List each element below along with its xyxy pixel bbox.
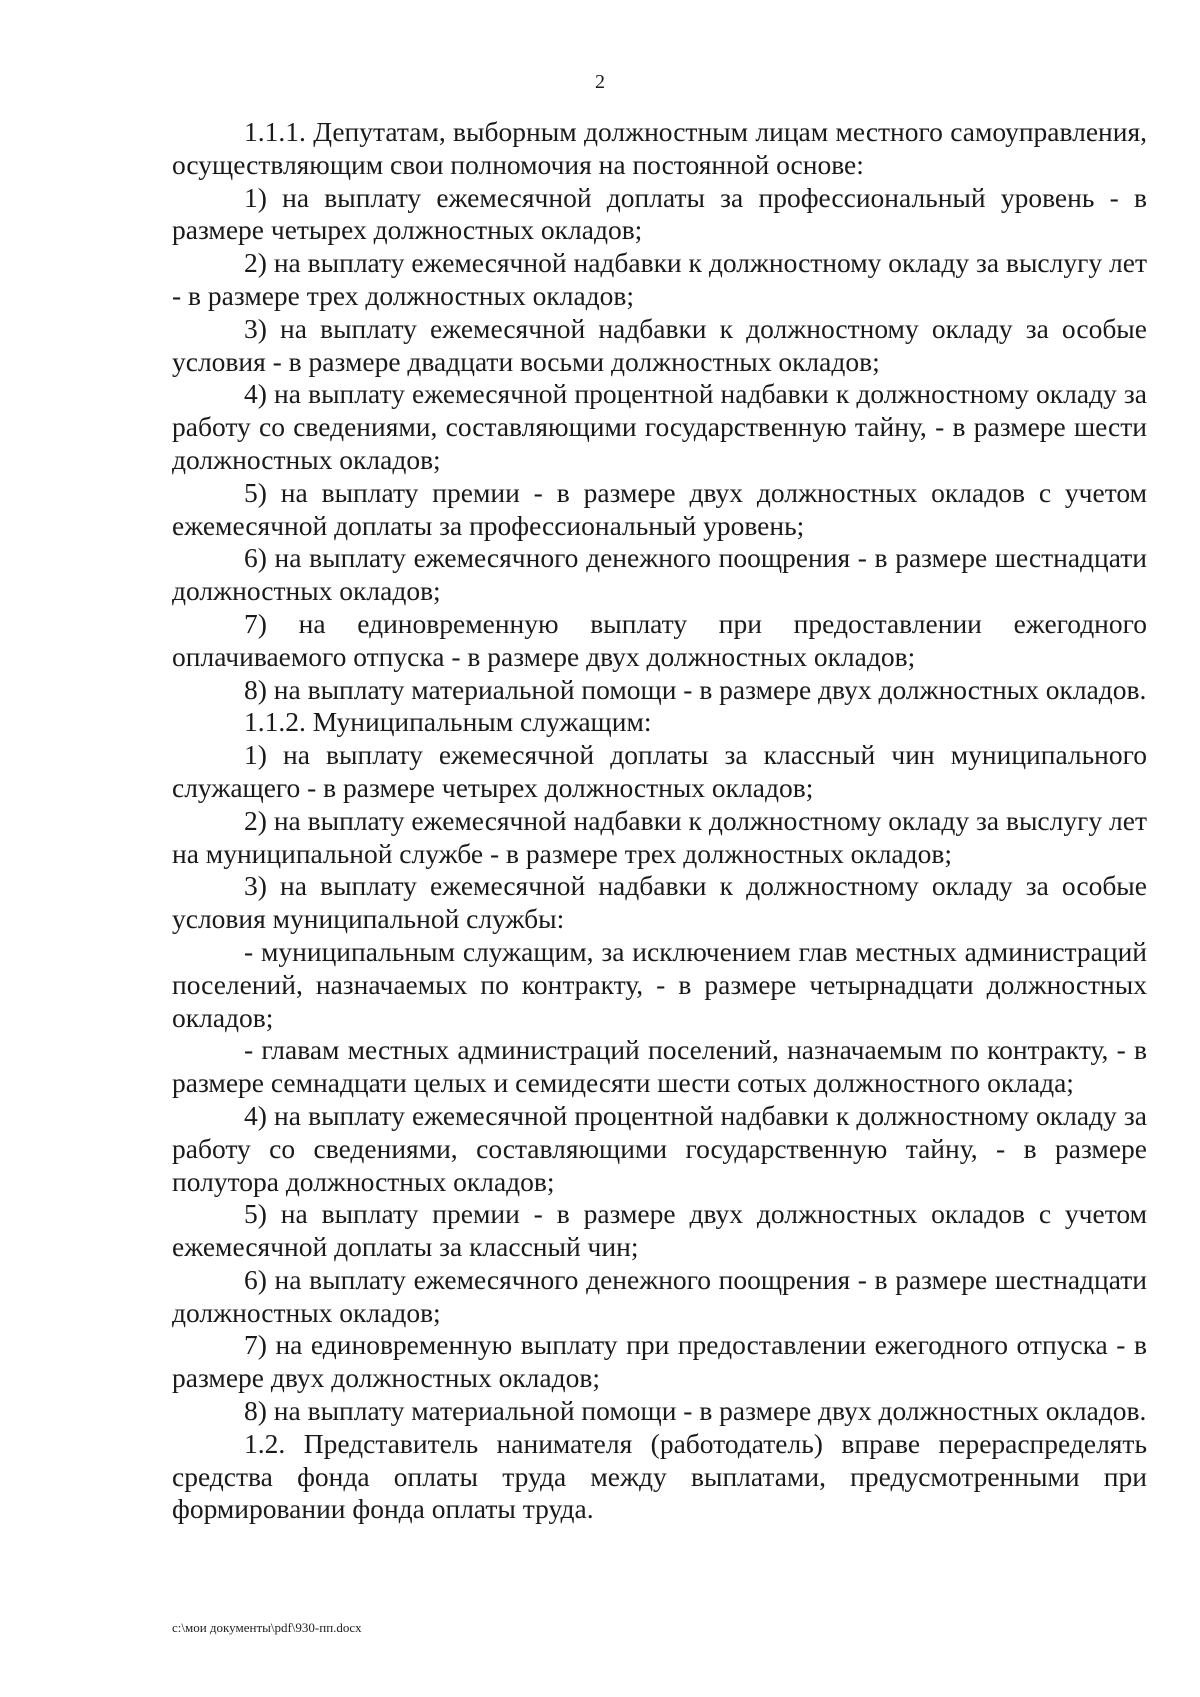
paragraph-servants-item-5: 5) на выплату премии - в размере двух должностных окладов с учетом ежемесячной доплаты за классный чин; bbox=[172, 1198, 1147, 1263]
paragraph-1-1-2-heading: 1.1.2. Муниципальным служащим: bbox=[244, 706, 652, 738]
page-number: 2 bbox=[595, 71, 605, 93]
paragraph-servants-item-1: 1) на выплату ежемесячной доплаты за классный чин муниципального служащего - в размере четырех должностных окладов; bbox=[172, 739, 1147, 803]
paragraph-deputies-item-6: 6) на выплату ежемесячного денежного поощрения - в размере шестнадцати должностных окладов; bbox=[172, 542, 1147, 607]
paragraph-deputies-item-1: 1) на выплату ежемесячной доплаты за профессиональный уровень - в размере четырех должностных окладов; bbox=[172, 181, 1147, 246]
paragraph-deputies-item-2: 2) на выплату ежемесячной надбавки к должностному окладу за выслугу лет - в размере трех должностных окладов; bbox=[172, 247, 1147, 311]
paragraph-servants-item-3-sub-2: - главам местных администраций поселений, назначаемым по контракту, - в размере семнадцати целых и семидесяти шести сотых должностного оклада; bbox=[172, 1034, 1147, 1099]
document-body bbox=[172, 116, 1147, 1526]
paragraph-servants-item-2: 2) на выплату ежемесячной надбавки к должностному окладу за выслугу лет на муниципальной службе - в размере трех должностных окладов; bbox=[172, 804, 1147, 869]
paragraph-1-1-1-heading: 1.1.1. Депутатам, выборным должностным лицам местного самоуправления, осуществляющим свои полномочия на постоянной основе: bbox=[172, 116, 1147, 180]
paragraph-deputies-item-8: 8) на выплату материальной помощи - в размере двух должностных окладов. bbox=[244, 673, 1147, 705]
paragraph-deputies-item-7: 7) на единовременную выплату при предоставлении ежегодного оплачиваемого отпуска - в размере двух должностных окладов; bbox=[172, 607, 1147, 672]
paragraph-deputies-item-5: 5) на выплату премии - в размере двух должностных окладов с учетом ежемесячной доплаты за профессиональный уровень; bbox=[172, 476, 1147, 541]
paragraph-deputies-item-3: 3) на выплату ежемесячной надбавки к должностному окладу за особые условия - в размере двадцати восьми должностных окладов; bbox=[172, 312, 1147, 377]
paragraph-servants-item-3: 3) на выплату ежемесячной надбавки к должностному окладу за особые условия муниципальной службы: bbox=[172, 870, 1147, 935]
paragraph-servants-item-4: 4) на выплату ежемесячной процентной надбавки к должностному окладу за работу со сведениями, составляющими государственную тайну, - в размере полутора должностных окладов; bbox=[172, 1099, 1147, 1197]
footer-file-path: c:\мои документы\pdf\930-пп.docx bbox=[172, 1620, 362, 1635]
paragraph-servants-item-6: 6) на выплату ежемесячного денежного поощрения - в размере шестнадцати должностных окладов; bbox=[172, 1263, 1147, 1328]
paragraph-1-2: 1.2. Представитель нанимателя (работодатель) вправе перераспределять средства фонда оплаты труда между выплатами, предусмотренными при формировании фонда оплаты труда. bbox=[172, 1427, 1147, 1525]
paragraph-deputies-item-4: 4) на выплату ежемесячной процентной надбавки к должностному окладу за работу со сведениями, составляющими государственную тайну, - в размере шести должностных окладов; bbox=[172, 378, 1147, 475]
paragraph-servants-item-3-sub-1: - муниципальным служащим, за исключением глав местных администраций поселений, назначаемых по контракту, - в размере четырнадцати должностных окладов; bbox=[172, 935, 1147, 1033]
paragraph-servants-item-7: 7) на единовременную выплату при предоставлении ежегодного отпуска - в размере двух должностных окладов; bbox=[172, 1329, 1147, 1394]
paragraph-servants-item-8: 8) на выплату материальной помощи - в размере двух должностных окладов. bbox=[244, 1395, 1147, 1427]
